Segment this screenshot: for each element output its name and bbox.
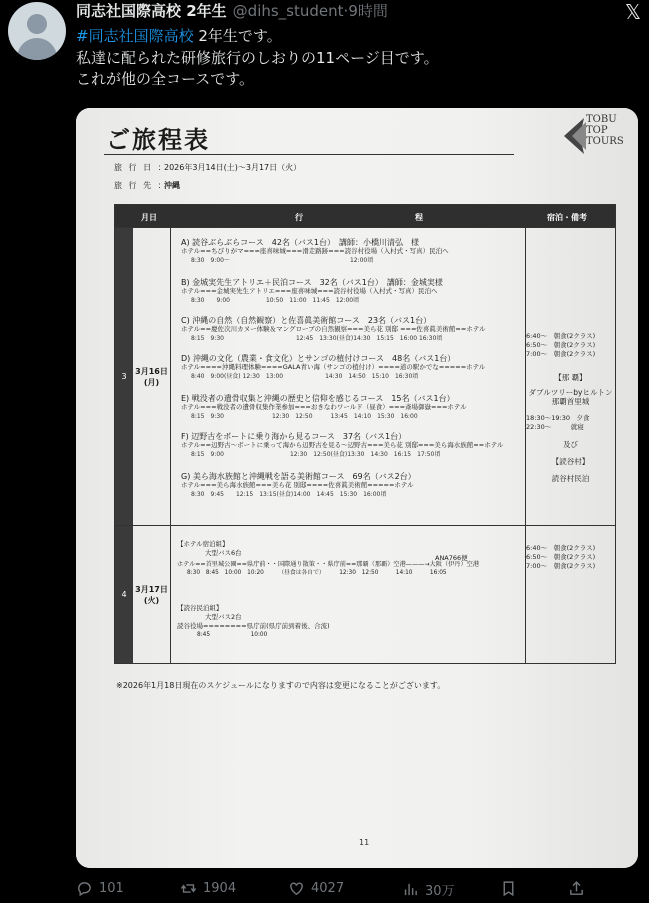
day-3-note-10: 読谷村民泊 bbox=[551, 474, 590, 483]
course-times: 8:30 9:00 10:50 11:00 11:45 12:00頃 bbox=[191, 297, 360, 304]
day-4-date bbox=[133, 526, 171, 663]
reply-button[interactable] bbox=[76, 880, 124, 897]
day-3-weekday: (月) bbox=[143, 377, 160, 387]
day-3-note-3: 【那 覇】 bbox=[554, 373, 587, 382]
retweet-count: 1904 bbox=[203, 881, 237, 896]
course-route: ホテル====沖縄料理体験====GALA青い海（サンゴの植付け）====道の駅かでな=====ホテル bbox=[181, 363, 486, 371]
avatar[interactable] bbox=[8, 2, 66, 60]
separator: · bbox=[343, 2, 349, 20]
share-icon bbox=[568, 880, 585, 897]
course-times: 8:15 9:00 12:30 12:50(昼食)13:30 14:30 16:15 17:50頃 bbox=[191, 451, 441, 458]
reply-count: 101 bbox=[99, 881, 124, 896]
minpaku-group-route: 読谷役場========県庁前(県庁前到着後、合流) bbox=[177, 622, 330, 630]
course-title: B) 金城実先生アトリエ＋民泊コース 32名（バス1台） 講師：金城実様 bbox=[181, 278, 443, 287]
tweet-header bbox=[76, 0, 388, 22]
tobu-top-tours-logo bbox=[558, 108, 628, 166]
avatar-body bbox=[17, 38, 57, 60]
tweet-line-2: 私達に配られた研修旅行のしおりの11ページ目です。 bbox=[76, 48, 439, 67]
course-item bbox=[181, 238, 449, 265]
minpaku-group-label: 【読谷民泊組】 bbox=[177, 604, 223, 612]
hotel-group-route: ホテル==首里城公園==県庁前・・国際通り散策・・県庁前==那覇（那覇）空港———→大阪（伊丹）空港 bbox=[177, 561, 480, 568]
course-times: 8:40 9:00(昼食) 12:30 13:00 14:30 14:50 15:10 16:30頃 bbox=[191, 373, 419, 380]
hotel-group-times: 8:30 8:45 10:00 10:20 （昼食は各自で） 12:30 12:50 14:10 16:05 bbox=[187, 570, 447, 576]
day-4-note-2: 7:00〜 朝食(2クラス) bbox=[526, 562, 596, 570]
views-button[interactable] bbox=[402, 880, 455, 899]
course-times: 8:15 9:30 12:45 13:30(昼食)14:30 15:15 16:00 16:30頃 bbox=[191, 335, 443, 342]
page-number: 11 bbox=[359, 838, 370, 847]
schedule-day-4 bbox=[115, 525, 615, 663]
course-route: ホテル==辺野古〜ボートに乗って海から辺野古を見る〜辺野古===美ら花 別邸===美ら海水族館==ホテル bbox=[181, 441, 504, 449]
course-item bbox=[181, 316, 486, 343]
hotel-group-bus: 大型バス6台 bbox=[205, 549, 242, 557]
day-3-note-9: 【読谷村】 bbox=[551, 457, 590, 466]
course-times: 8:15 9:30 12:30 12:50 13:45 14:10 15:30 16:00 bbox=[191, 413, 418, 420]
trip-destination-label: 旅 行 先 ： bbox=[114, 181, 168, 190]
header-date: 月日 bbox=[141, 213, 157, 222]
day-3-date bbox=[133, 228, 171, 525]
course-item bbox=[181, 432, 503, 459]
bookmark-icon bbox=[500, 880, 517, 897]
itinerary-page bbox=[76, 108, 638, 868]
schedule-header-row bbox=[115, 205, 615, 227]
day-3-note-7: 22:30〜 就寝 bbox=[526, 423, 584, 431]
course-item bbox=[181, 354, 485, 381]
day-3-note-0: 6:40〜 朝食(2クラス) bbox=[526, 332, 596, 340]
logo-line-3: TOURS bbox=[586, 136, 624, 147]
day-3-note-8: 及び bbox=[563, 440, 578, 449]
tweet-actions bbox=[76, 880, 596, 902]
flight-number: ANA766便 bbox=[435, 554, 468, 562]
tweet-text bbox=[76, 26, 439, 91]
retweet-icon bbox=[180, 880, 197, 897]
minpaku-group-times: 8:45 10:00 bbox=[197, 632, 268, 638]
day-3-number: 3 bbox=[115, 228, 133, 525]
day-4-notes bbox=[525, 526, 615, 663]
course-title: D) 沖縄の文化（農業・食文化）とサンゴの植付けコース 48名（バス1台） bbox=[181, 354, 456, 363]
day-3-note-4: ダブルツリーbyヒルトン bbox=[528, 388, 613, 397]
handle[interactable]: @dihs_student bbox=[232, 2, 344, 20]
tweet-line-3: これが他の全コースです。 bbox=[76, 70, 255, 88]
retweet-button[interactable] bbox=[180, 880, 236, 897]
bookmark-button[interactable] bbox=[500, 880, 517, 897]
header-itinerary-a: 行 bbox=[295, 213, 303, 222]
course-title: E) 戦没者の遺骨収集と沖縄の歴史と信仰を感じるコース 15名（バス1台） bbox=[181, 394, 455, 403]
course-title: C) 沖縄の自然（自然観察）と佐喜眞美術館コース 23名（バス1台） bbox=[181, 316, 432, 325]
course-title: F) 辺野古をボートに乗り海から見るコース 37名（バス1台） bbox=[181, 432, 407, 441]
document-title: ご旅程表 bbox=[106, 126, 210, 154]
tobu-logo-mark-icon bbox=[562, 116, 588, 156]
timestamp[interactable]: 9時間 bbox=[348, 2, 388, 20]
display-name[interactable]: 同志社国際高校 2年生 bbox=[76, 2, 227, 20]
hashtag-link[interactable]: #同志社国際高校 bbox=[76, 27, 194, 45]
day-4-note-1: 6:50〜 朝食(2クラス) bbox=[526, 553, 596, 561]
schedule-footnote: ※2026年1月18日現在のスケジュールになりますので内容は変更になることがございます。 bbox=[116, 681, 446, 690]
course-title: G) 美ら海水族館と沖縄戦を語る美術館コース 69名（バス2台） bbox=[181, 472, 416, 481]
day-4-note-0: 6:40〜 朝食(2クラス) bbox=[526, 544, 596, 552]
course-route: ホテル===美ら海水族館===美ら花 別邸====佐喜眞美術館=====ホテル bbox=[181, 481, 414, 489]
day-4-number: 4 bbox=[115, 526, 133, 663]
title-underline bbox=[104, 154, 514, 155]
course-times: 8:30 9:45 12:15 13:15(昼食)14:00 14:45 15:30 16:00頃 bbox=[191, 491, 387, 498]
views-chart-icon bbox=[402, 881, 419, 898]
heart-icon bbox=[288, 880, 305, 897]
day-3-notes bbox=[525, 228, 615, 525]
x-logo-icon[interactable]: 𝕏 bbox=[624, 0, 641, 24]
header-stay: 宿泊・備考 bbox=[547, 213, 587, 222]
course-route: ホテル===金城実先生アトリエ===座喜味城===読谷村役場（入村式・写真）民泊へ bbox=[181, 287, 438, 295]
day-3-note-6: 18:30〜19:30 夕食 bbox=[526, 414, 590, 422]
trip-date-label: 旅 行 日 ： bbox=[114, 163, 168, 172]
trip-destination-value: 沖縄 bbox=[164, 181, 180, 190]
avatar-head bbox=[27, 14, 47, 34]
day-3-note-5: 那覇首里城 bbox=[551, 397, 590, 406]
tweet-line-1 bbox=[76, 26, 439, 48]
trip-date-value: 2026年3月14日(土)〜3月17日（火） bbox=[164, 163, 302, 172]
course-times: 8:30 9:00〜 12:00頃 bbox=[191, 257, 374, 264]
course-route: ホテル==ちびりがマ===座喜味城===滑走路跡===読谷村役場（入村式・写真）民泊へ bbox=[181, 247, 449, 255]
course-item bbox=[181, 394, 467, 421]
logo-line-2: TOP bbox=[586, 125, 608, 136]
schedule-table bbox=[114, 204, 616, 664]
course-title: A) 読谷ぶらぶらコース 42名（バス1台） 講師：小橋川清弘 様 bbox=[181, 238, 420, 247]
day-3-note-2: 7:00〜 朝食(2クラス) bbox=[526, 350, 596, 358]
tweet-image[interactable] bbox=[76, 108, 638, 868]
course-route: ホテル===戦没者の遺骨収集作業参加===おきなわワールド（昼食）===斎場御嶽===ホテル bbox=[181, 403, 467, 411]
logo-line-1: TOBU bbox=[586, 114, 617, 125]
reply-icon bbox=[76, 880, 93, 897]
views-count: 30万 bbox=[425, 884, 455, 899]
schedule-day-3 bbox=[115, 227, 615, 525]
share-button[interactable] bbox=[568, 880, 585, 897]
tweet-line-1-rest: 2年生です。 bbox=[193, 27, 282, 45]
day-3-note-1: 6:50〜 朝食(2クラス) bbox=[526, 341, 596, 349]
course-item bbox=[181, 278, 443, 305]
header-itinerary-b: 程 bbox=[415, 213, 423, 222]
day-4-weekday: (火) bbox=[143, 595, 160, 605]
course-item bbox=[181, 472, 416, 499]
day-4-date-text: 3月17日 bbox=[135, 584, 168, 594]
hotel-group-label: 【ホテル宿泊組】 bbox=[177, 540, 229, 548]
like-button[interactable] bbox=[288, 880, 344, 897]
trip-date bbox=[114, 162, 301, 173]
day-3-date-text: 3月16日 bbox=[135, 366, 168, 376]
trip-destination bbox=[114, 180, 180, 191]
course-route: ホテル==慶佐次川カヌー体験＆マングローブの自然観察===美ら花 別邸 ===佐喜眞美術館==ホテル bbox=[181, 325, 486, 333]
minpaku-group-bus: 大型バス2台 bbox=[205, 613, 242, 621]
like-count: 4027 bbox=[311, 881, 345, 896]
